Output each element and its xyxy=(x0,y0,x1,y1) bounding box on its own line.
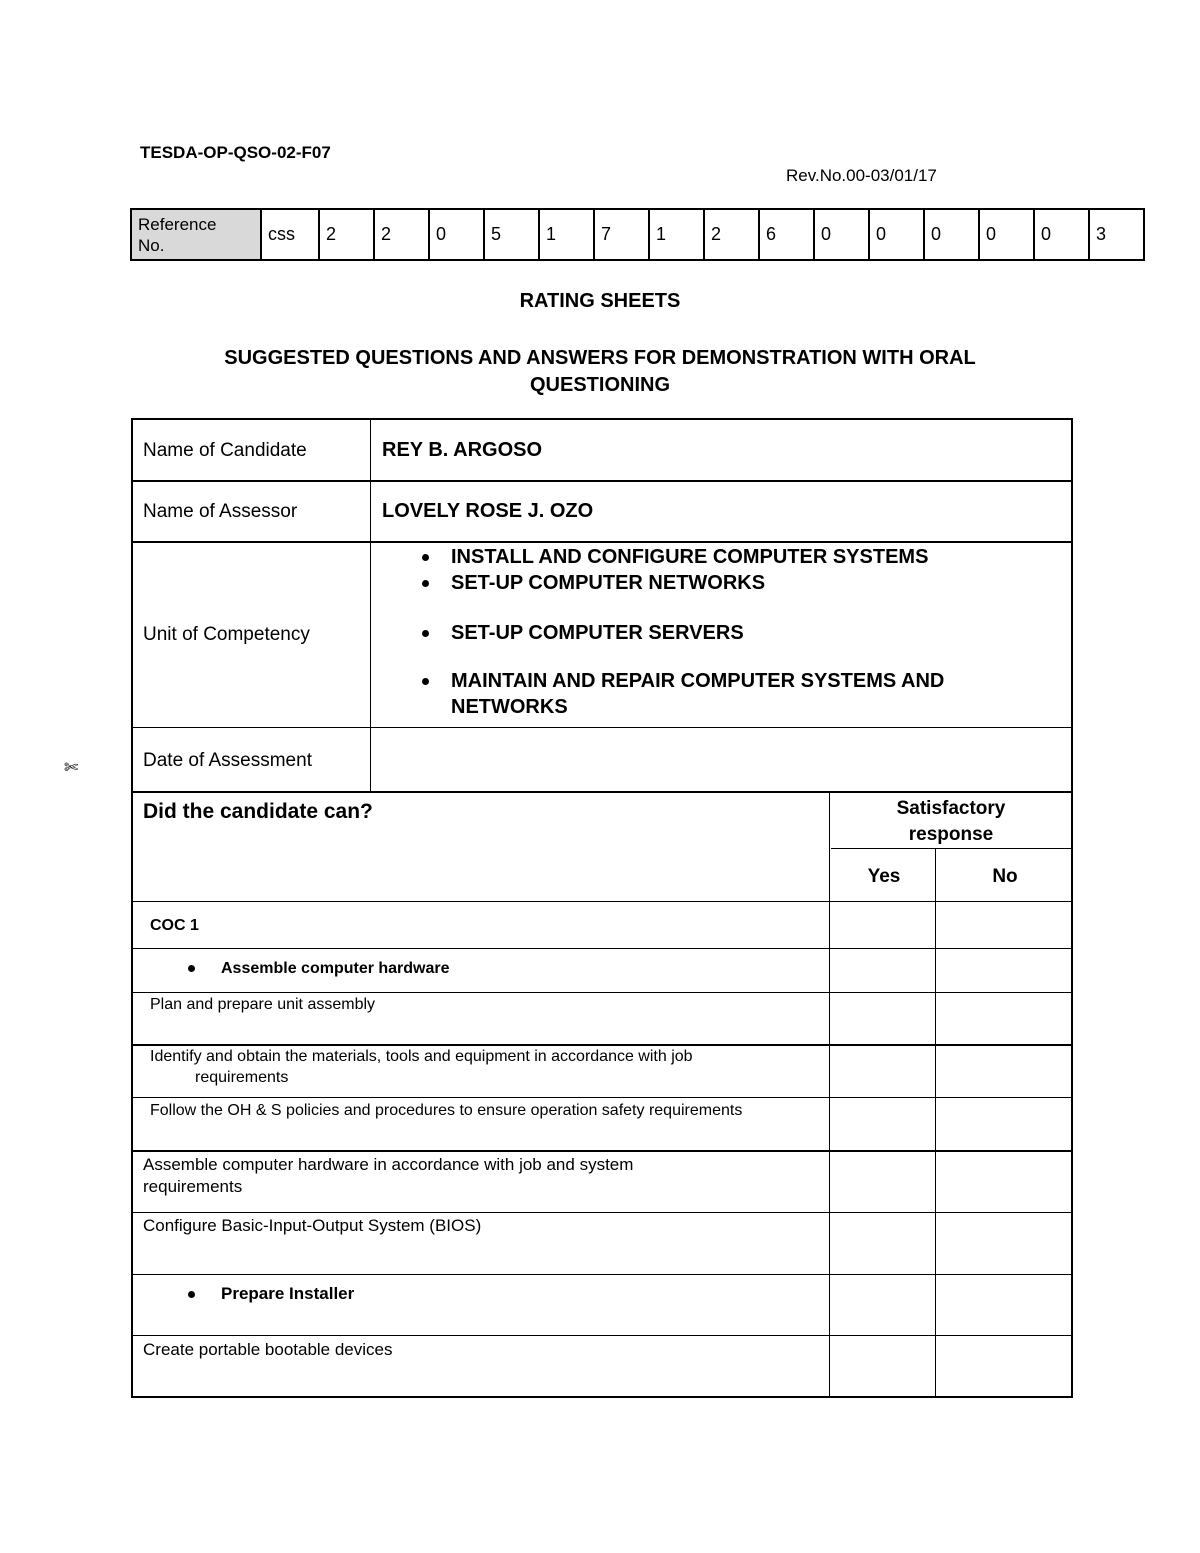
section-heading: Prepare Installer xyxy=(221,1284,355,1303)
criterion-text: Follow the OH & S policies and procedures to ensure operation safety requirements xyxy=(150,1102,743,1119)
unit-item: MAINTAIN AND REPAIR COMPUTER SYSTEMS AND NETWORKS xyxy=(451,668,1061,720)
reference-label-line2: No. xyxy=(138,235,165,255)
criterion-line2: requirements xyxy=(143,1177,243,1196)
satisfactory-line2: response xyxy=(908,824,994,845)
reference-digit: 1 xyxy=(539,209,594,260)
unit-item: SET-UP COMPUTER SERVERS xyxy=(451,620,1061,646)
criterion-line2: requirements xyxy=(195,1069,289,1086)
candidate-label: Name of Candidate xyxy=(143,440,307,461)
scissors-icon: ✄ xyxy=(64,758,79,777)
criterion-line1: Assemble computer hardware in accordance with job and system xyxy=(143,1155,634,1174)
reference-digit: 0 xyxy=(1034,209,1089,260)
reference-digit: 7 xyxy=(594,209,649,260)
row-divider xyxy=(133,1212,1071,1213)
yes-column-header: Yes xyxy=(867,866,901,887)
criterion-text xyxy=(143,1154,803,1198)
candidate-value: REY B. ARGOSO xyxy=(382,439,543,461)
row-divider xyxy=(133,791,1071,793)
reference-digit: 0 xyxy=(429,209,484,260)
subtitle-line1: SUGGESTED QUESTIONS AND ANSWERS FOR DEMONSTRATION WITH ORAL xyxy=(224,347,976,369)
row-divider xyxy=(133,480,1071,482)
bullet-icon xyxy=(188,965,195,972)
row-divider xyxy=(133,1335,1071,1336)
reference-digit: 0 xyxy=(814,209,869,260)
reference-digit: 6 xyxy=(759,209,814,260)
reference-number-table xyxy=(130,208,1145,261)
criterion-text xyxy=(150,1046,810,1088)
row-divider xyxy=(133,1150,1071,1152)
page-subtitle xyxy=(0,345,1200,399)
row-divider xyxy=(133,1097,1071,1098)
unit-item: SET-UP COMPUTER NETWORKS xyxy=(451,570,1061,596)
date-label: Date of Assessment xyxy=(143,750,312,771)
unit-label: Unit of Competency xyxy=(143,624,310,645)
rating-sheet-table xyxy=(131,418,1073,1398)
questions-header: Did the candidate can? xyxy=(143,800,373,823)
reference-digit: 0 xyxy=(924,209,979,260)
no-column-header: No xyxy=(992,866,1018,887)
reference-digit: 1 xyxy=(649,209,704,260)
row-divider xyxy=(133,1274,1071,1275)
reference-digit: 3 xyxy=(1089,209,1144,260)
reference-digit: 2 xyxy=(704,209,759,260)
column-divider xyxy=(829,791,830,1396)
row-divider xyxy=(133,901,1071,902)
row-divider xyxy=(133,727,1071,728)
reference-label-line1: Reference xyxy=(138,214,217,234)
reference-label xyxy=(131,209,261,260)
bullet-icon xyxy=(188,1291,195,1298)
reference-digit: 2 xyxy=(319,209,374,260)
row-divider xyxy=(831,848,1071,849)
row-divider xyxy=(133,948,1071,949)
reference-digit: 0 xyxy=(979,209,1034,260)
column-divider xyxy=(935,848,936,1396)
unit-list xyxy=(451,544,1061,720)
reference-digit: 5 xyxy=(484,209,539,260)
satisfactory-response-header xyxy=(831,796,1071,848)
criterion-text: Configure Basic-Input-Output System (BIOS) xyxy=(143,1216,482,1235)
unit-item: INSTALL AND CONFIGURE COMPUTER SYSTEMS xyxy=(451,544,1061,570)
reference-digit: 2 xyxy=(374,209,429,260)
reference-digit: 0 xyxy=(869,209,924,260)
page-title: RATING SHEETS xyxy=(519,290,681,312)
criterion-text: Plan and prepare unit assembly xyxy=(150,996,376,1013)
coc-label: COC 1 xyxy=(150,917,199,934)
row-divider xyxy=(133,541,1071,543)
row-divider xyxy=(133,992,1071,993)
satisfactory-line1: Satisfactory xyxy=(896,798,1006,819)
reference-prefix: css xyxy=(261,209,319,260)
revision-number: Rev.No.00-03/01/17 xyxy=(786,166,937,185)
section-heading: Assemble computer hardware xyxy=(221,960,450,977)
criterion-line1: Identify and obtain the materials, tools and equipment in accordance with job xyxy=(150,1048,693,1065)
column-divider xyxy=(370,420,371,791)
assessor-value: LOVELY ROSE J. OZO xyxy=(382,500,594,522)
subtitle-line2: QUESTIONING xyxy=(529,374,670,396)
criterion-text: Create portable bootable devices xyxy=(143,1340,393,1359)
assessor-label: Name of Assessor xyxy=(143,501,298,522)
form-code: TESDA-OP-QSO-02-F07 xyxy=(140,143,331,162)
